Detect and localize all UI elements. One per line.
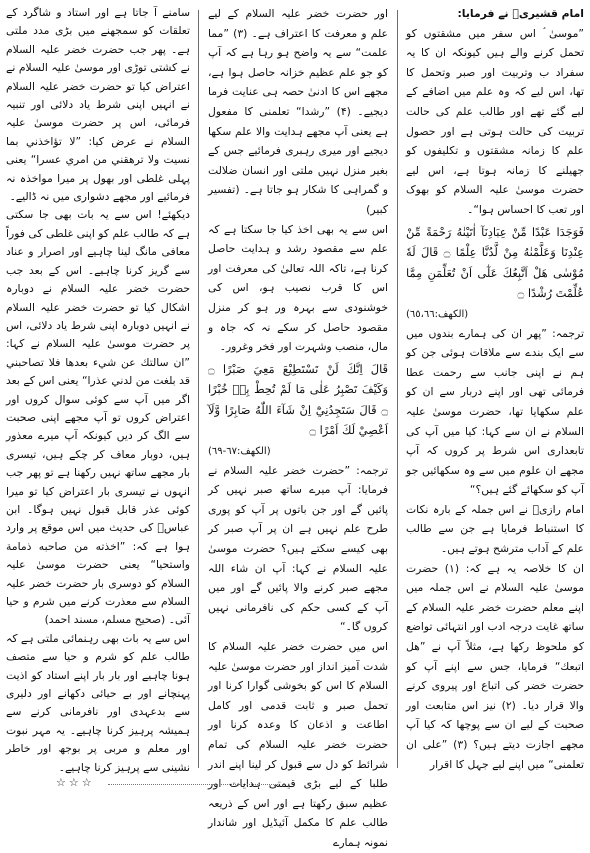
column-left-paragraph: دیکھئے! اس سے یہ بات بھی جا سکتی ہے کہ طالب علم کو اپنی غلطی کی فوراً معافی مانگ لینا چاہیے اور اصرار و عناد سے گریز کرنا چاہیے۔ اس کے بعد جب حضرت خضر علیہ السلام نے دوبارہ اشکال کیا تو حضرت خضر علیہ السلام نے انہیں دوبارہ اپنی شرط یاد دلائی، اس پر حضرت موسیٰ علیہ السلام نے کہا: ”ان سالتك عن شيء بعدها فلا تصاحبني قد بلغت من لدني عذرا“ یعنی اس کے بعد اگر میں آپ سے کوئی سوال کروں اور اعتراض کروں تو آپ مجھے اپنی صحبت سے الگ کر دیں کیونکہ آپ میرے معذور ہیں، دوبار معاف کر چکے ہیں، تیسری بار مجھے ساتھ نہیں رکھنا ہے تو پھر جب انہوں نے تیسری بار اعتراض کیا تو میرا کوئی عذر قابل قبول نہیں ہوگا۔ ابن عباسؓ کی حدیث میں اس موقع پر وارد ہوا ہے کہ: ”اخذته من صاحبه ذمامة واستحیا“ یعنی حضرت موسیٰ علیہ السلام کو دوسری بار حضرت خضر علیہ السلام سے معذرت کرنے میں شرم و حیا آئی۔ (صحیح مسلم، مسند احمد) [6, 208, 190, 627]
column-middle-paragraph: اس سے یہ بھی اخذ کیا جا سکتا ہے کہ علم سے مقصود رشد و ہدایت حاصل کرنا ہے، تاکہ اللہ تعالیٰ کی معرفت اور اس کا قرب نصیب ہو، اس کی خوشنودی سے بہرہ ور ہو کر منزل مقصود حاصل کر سکے نہ کہ جاہ و مال، منصب وشہرت اور فخر وغرور۔ [208, 222, 388, 354]
column-right [406, 4, 584, 774]
column-left [6, 4, 190, 774]
translation-paragraph-right: ترجمہ: ”پھر ان کی ہمارے بندوں میں سے ایک بندے سے ملاقات ہوئی جن کو ہم نے اپنی جانب سے رحمت عطا فرمائی تھی اور اپنے دربار سے ان کو علم سکھایا تھا، حضرت موسیٰ علیہ السلام نے ان سے کہا: کیا میں آپ کی تابعداری اس شرط پر کروں کہ آپ مجھے ان علوم میں سے وہ سکھائیں جو آپ کو سکھائے گئے ہیں؟“ [406, 326, 584, 497]
column-divider [397, 10, 398, 768]
quran-verse-middle: قَالَ اِنَّكَ لَنْ تَسْتَطِيْعَ مَعِيَ صَبْرًا ۝ وَكَيْفَ تَصْبِرُ عَلٰى مَا لَمْ تُحِطْ بِهٖ خُبْرًا ۝ قَالَ سَتَجِدُنِيْٓ اِنْ شَآءَ اللّٰهُ صَابِرًا وَّلَآ اَعْصِيْ لَكَ اَمْرًا ۝ [208, 361, 388, 438]
footer-stars-ornament: ☆☆☆ [56, 776, 95, 789]
column-right-heading: امام قشیریؒ نے فرمایا: [457, 7, 584, 20]
column-right-paragraph: ان کا خلاصہ یہ ہے کہ: (۱) حضرت موسیٰ علیہ السلام نے اس جملہ میں اپنے معلم حضرت خضر علیہ السلام کے ساتھ غایت درجہ ادب اور انتہائی تواضع کو ملحوظ رکھا ہے، مثلاً آپ نے ”هل اتبعك“ فرمایا، جس سے اپنے آپ کو حضرت خضر کی اتباع اور پیروی کرنے والا قرار دیا۔ (۲) نیز اس متابعت اور صحبت کے لیے ان سے پوچھا کہ کیا آپ مجھے اجازت دیتے ہیں؟ (۳) ”علی ان تعلمنی“ میں اپنے لیے جہل کا اقرار [406, 561, 584, 771]
magazine-page [6, 4, 584, 849]
column-middle [208, 4, 388, 849]
column-left-paragraph: سامنے آ جاتا ہے اور استاد و شاگرد کے تعلقات کو سمجھنے میں بڑی مدد ملتی ہے۔ پھر جب حضرت خضر علیہ السلام نے کشتی توڑی اور موسیٰ علیہ السلام نے اعتراض کیا تو حضرت خضر علیہ السلام نے انہیں اپنی شرط یاد دلائی اور تنبیہ فرمائی، اس پر حضرت موسیٰ علیہ السلام نے عرض کیا: ”لا تؤاخذني بما نسيت ولا ترهقني من امري عسرا“ یعنی پہلی غلطی اور بھول پر میرا مواخذہ نہ فرمائیے اور مجھے دشواری میں نہ ڈالیے۔ [6, 6, 190, 204]
column-divider [198, 10, 199, 768]
translation-paragraph-middle: ترجمہ: ”حضرت خضر علیہ السلام نے فرمایا: آپ میرے ساتھ صبر نہیں کر پائیں گے اور جن باتوں پر آپ کو پوری طرح علم نہیں ہے ان پر آپ صبر کر بھی کیسے سکتے ہیں؟ حضرت موسیٰ علیہ السلام نے کہا: آپ ان شاء اللہ مجھے صبر کرنے والا پائیں گے اور میں آپ کے کسی حکم کی نافرمانی نہیں کروں گا۔“ [208, 463, 388, 634]
column-middle-paragraph: اس میں حضرت خضر علیہ السلام کا شدت آمیز انداز اور حضرت موسیٰ علیہ السلام کا اس کو بخوشی گوارا کرنا اور تحمل صبر و ثابت قدمی اور کامل اطاعت و اذعان کا وعدہ کرنا اور حضرت خضر علیہ السلام کی تمام شرائط کو دل سے قبول کر لینا اپنے اندر طلبا کے لیے بڑی قیمتی ہدایات اور عظیم سبق رکھتا ہے اور اس کے ذریعہ طالب علم کا مکمل آئیڈیل اور شاندار نمونہ ہمارے [208, 640, 388, 849]
quran-verse-right: فَوَجَدَا عَبْدًا مِّنْ عِبَادِنَآ اٰتَيْنٰهُ رَحْمَةً مِّنْ عِنْدِنَا وَعَلَّمْنٰهُ مِنْ لَّدُنَّا عِلْمًا ۝ قَالَ لَهٗ مُوْسٰى هَلْ اَتَّبِعُكَ عَلٰٓى اَنْ تُعَلِّمَنِ مِمَّا عُلِّمْتَ رُشْدًا ۝ [406, 224, 584, 301]
verse-reference-right: (الکھف:٦٥،٦٦) [406, 308, 469, 320]
column-right-paragraph: امام رازیؒ نے اس جملہ کے بارہ نکات کا استنباط فرمایا ہے جن سے طالب علم کے آداب مترشح ہوتے ہیں۔ [406, 502, 584, 556]
verse-reference-middle: (الکھف:٦٧-٦٩) [208, 445, 271, 457]
column-middle-paragraph: اور حضرت خضر علیہ السلام کے لیے علم و معرفت کا اعتراف ہے۔ (۳) ”مما علمت“ سے یہ واضح ہو رہا ہے کہ آپ کو جو علم عظیم خزانہ حاصل ہوا ہے، مجھے اس کا ادنیٰ حصہ ہی عنایت فرما دیجیے۔ (۴) ”رشدا“ تعلمنی کا مفعول ہے یعنی آپ مجھے ہدایت والا علم سکھا دیجیے اور میری رہبری فرمائیے جس کے بغیر منزل نہیں ملتی اور انسان ضلالت و گمراہی کا شکار ہو جاتا ہے۔ (تفسیر کبیر) [208, 7, 388, 216]
column-right-paragraph: ”موسیٰ ؑ اس سفر میں مشقتوں کو تحمل کرنے والے ہیں کیونکہ ان کا یہ سفراد ب وتربیت اور صبر وتحمل کا تھا، اس لیے کہ وہ علم میں اضافے کے لیے گئے تھے اور طالب علم کی حالت تربیت کی حالت ہوتی ہے اور حصول علم کا زمانہ مشقتوں و تکلیفوں کو جھیلنے کا زمانہ ہوتا ہے، اس لیے حضرت موسیٰ علیہ السلام کو بھوک اور تعب کا احساس ہوا“۔ [406, 26, 584, 216]
column-left-paragraph: اس سے یہ بات بھی رہنمائی ملتی ہے کہ طالب علم کو شرم و حیا سے متصف ہونا چاہیے اور بار بار اپنے استاد کو اذیت پہنچانے اور بے حیائی دکھانے اور دلیری سے بدعہدی اور نافرمانی کرنے سے ہمیشہ پرہیز کرنا چاہیے۔ یہ مہر نبوت اور معلم و مربی پر بوجھ اور خاطر نشینی سے پرہیز کرنا چاہیے۔ [6, 631, 190, 774]
footer-dotted-rule [108, 784, 278, 785]
